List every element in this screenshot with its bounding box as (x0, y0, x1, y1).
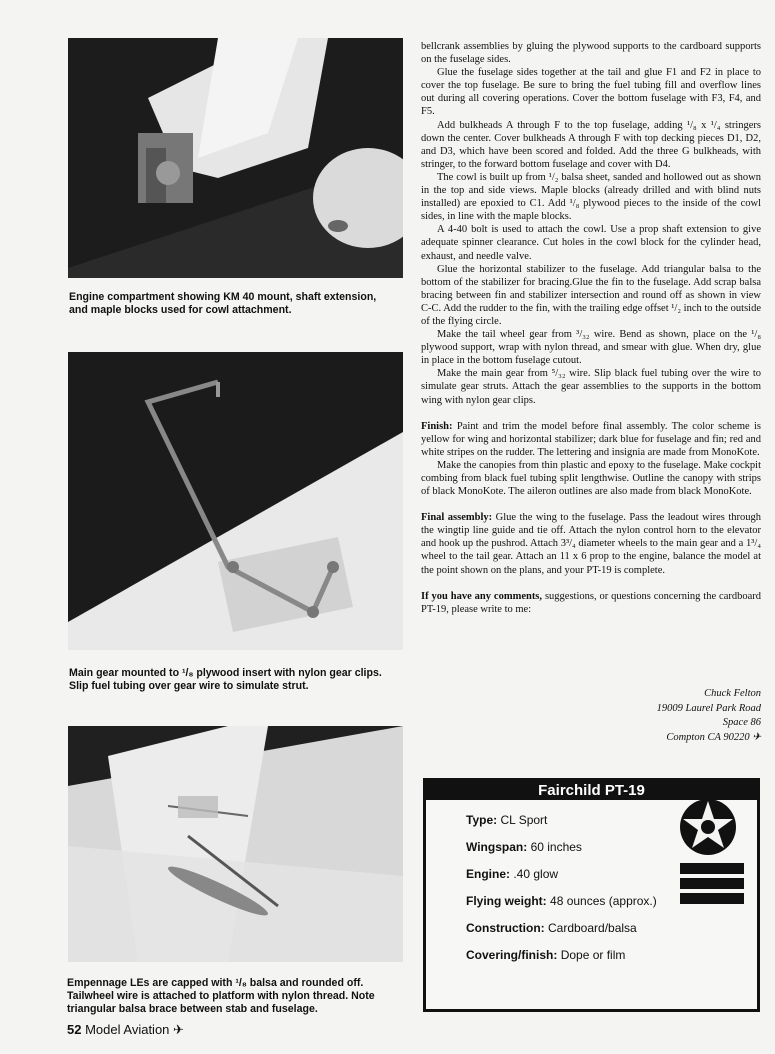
photo-main-gear (68, 352, 403, 650)
paragraph: Make the main gear from ⁵/₃₂ wire. Slip black fuel tubing over the wire to simulate gear struts. Attach the gear assemblies to the supports in the bottom wing with nylon gear clips. (421, 368, 761, 406)
paragraph: Add bulkheads A through F to the top fuselage, adding ¹/₈ x ¹/₄ stringers down the center. Cover bulkheads A through F with top decking pieces D1, D2, and D3, which have been scored and folded. Add the three G bulkheads, with stringer, to the forward bottom fuselage and cover with D4. (421, 119, 761, 170)
paragraph: bellcrank assemblies by gluing the plywood supports to the cardboard supports on the fuselage sides. (421, 41, 761, 66)
final-assembly-heading: Final assembly: (421, 512, 493, 524)
star-insignia-icon (678, 797, 738, 857)
spec-covering (466, 948, 625, 962)
caption-emp-line1: Empennage LEs are capped with ¹/₈ balsa and rounded off. (67, 977, 364, 989)
author-space: Space 86 (722, 717, 761, 728)
caption-main-gear (69, 667, 382, 693)
spec-wingspan (466, 840, 582, 854)
finish-text: Paint and trim the model before final assembly. The color scheme is yellow for wing and horizontal stabilizer; dark blue for fuselage and fin; red and white stripes on the rudder. The lettering and insignia are made from MonoKote. (421, 420, 761, 458)
paragraph: Make the tail wheel gear from ³/₃₂ wire. Bend as shown, place on the ¹/₈ plywood support, wrap with nylon thread, and smear with glue. When dry, glue in place in the bottom fuselage cutout. (421, 329, 761, 367)
spec-weight-label: Flying weight: (466, 894, 547, 908)
finish-heading: Finish: (421, 420, 453, 432)
caption-engine (69, 291, 376, 317)
spec-type-value: CL Sport (500, 813, 548, 827)
page-footer (67, 1022, 184, 1038)
engine-photo-illustration (68, 38, 403, 278)
spec-engine (466, 867, 558, 881)
author-signature (657, 687, 761, 745)
spec-type (466, 813, 547, 827)
empennage-photo-illustration (68, 726, 403, 962)
spec-construction-label: Construction: (466, 921, 545, 935)
spec-title: Fairchild PT-19 (426, 781, 757, 800)
spec-engine-label: Engine: (466, 867, 510, 881)
caption-empennage (67, 977, 375, 1016)
rudder-stripes-icon (680, 863, 744, 904)
caption-gear-line2: Slip fuel tubing over gear wire to simulate strut. (69, 680, 309, 692)
caption-engine-line1: Engine compartment showing KM 40 mount, shaft extension, (69, 291, 377, 303)
page-number: 52 (67, 1022, 82, 1037)
caption-emp-line3: triangular balsa brace between stab and fuselage. (67, 1003, 318, 1015)
author-city: Compton CA 90220 ✈ (666, 731, 761, 743)
comments-heading: If you have any comments, (421, 590, 543, 602)
body-text-column (421, 40, 761, 616)
final-assembly-text: Glue the wing to the fuselage. Pass the leadout wires through the wingtip line guide and tie off. Attach the nylon control horn to the elevator and hook up the pushrod. Attach 3³/₄ diameter wheels to the main gear and a 1³/₄ wheel to the tail gear. Attach an 11 x 6 prop to the engine, balance the model at the point shown on the plans, and your PT-19 is complete. (421, 512, 762, 576)
main-gear-photo-illustration (68, 352, 403, 650)
spec-weight (466, 894, 657, 908)
paragraph: A 4-40 bolt is used to attach the cowl. Use a prop shaft extension to give adequate spinner clearance. Cut holes in the cowl block for the cylinder head, exhaust, and needle valve. (421, 224, 761, 262)
paragraph: The cowl is built up from ¹/₂ balsa sheet, sanded and hollowed out as shown in the top and side views. Maple blocks (already drilled and with blind nuts installed) are epoxied to C1. Add ¹/₈ plywood pieces to the inside of the cowl sides, in line with the maple blocks. (421, 171, 761, 223)
spec-construction (466, 921, 637, 935)
caption-emp-line2: Tailwheel wire is attached to platform with nylon thread. Note (67, 990, 375, 1002)
spec-box (423, 778, 760, 1012)
author-street: 19009 Laurel Park Road (656, 702, 761, 714)
caption-gear-line1: Main gear mounted to ¹/₈ plywood insert with nylon gear clips. (69, 667, 382, 679)
spec-weight-value: 48 ounces (approx.) (550, 894, 657, 908)
caption-engine-line2: and maple blocks used for cowl attachment. (69, 304, 292, 316)
spec-wingspan-value: 60 inches (530, 840, 582, 854)
finish-paragraph (421, 420, 761, 459)
magazine-name: Model Aviation (85, 1022, 170, 1037)
paragraph: Glue the fuselage sides together at the tail and glue F1 and F2 in place to cover the top fuselage. Be sure to bring the fuel tubing fill and overflow lines out during all covering operations. Cover the bottom fuselage with F3, F4, and F5. (421, 67, 761, 118)
spec-wingspan-label: Wingspan: (466, 840, 528, 854)
airplane-icon: ✈ (173, 1022, 184, 1037)
spec-covering-value: Dope or film (560, 948, 626, 962)
spec-engine-value: .40 glow (513, 867, 559, 881)
photo-engine-compartment (68, 38, 403, 278)
spec-type-label: Type: (466, 813, 498, 827)
paragraph: Make the canopies from thin plastic and epoxy to the fuselage. Make cockpit combing from black fuel tubing split lengthwise. Outline the canopy with strips of black MonoKote. The aileron outlines are also made from black MonoKote. (421, 459, 761, 498)
paragraph: Glue the horizontal stabilizer to the fuselage. Add triangular balsa to the bottom of the stabilizer for bracing.Glue the fin to the fuselage. Add scrap balsa bracing between fin and stabilizer intersection and round off as shown in view C-C. Add the rudder to the fin, with the trailing edge offset ¹/₂ inch to the outside of the flying circle. (421, 263, 761, 327)
comments-paragraph (421, 590, 761, 616)
spec-covering-label: Covering/finish: (466, 948, 558, 962)
photo-empennage (68, 726, 403, 962)
author-name: Chuck Felton (704, 688, 761, 699)
final-assembly-paragraph (421, 511, 761, 576)
spec-construction-value: Cardboard/balsa (548, 921, 637, 935)
comments-text: suggestions, or questions concerning the cardboard PT-19, please write to me: (421, 590, 762, 615)
